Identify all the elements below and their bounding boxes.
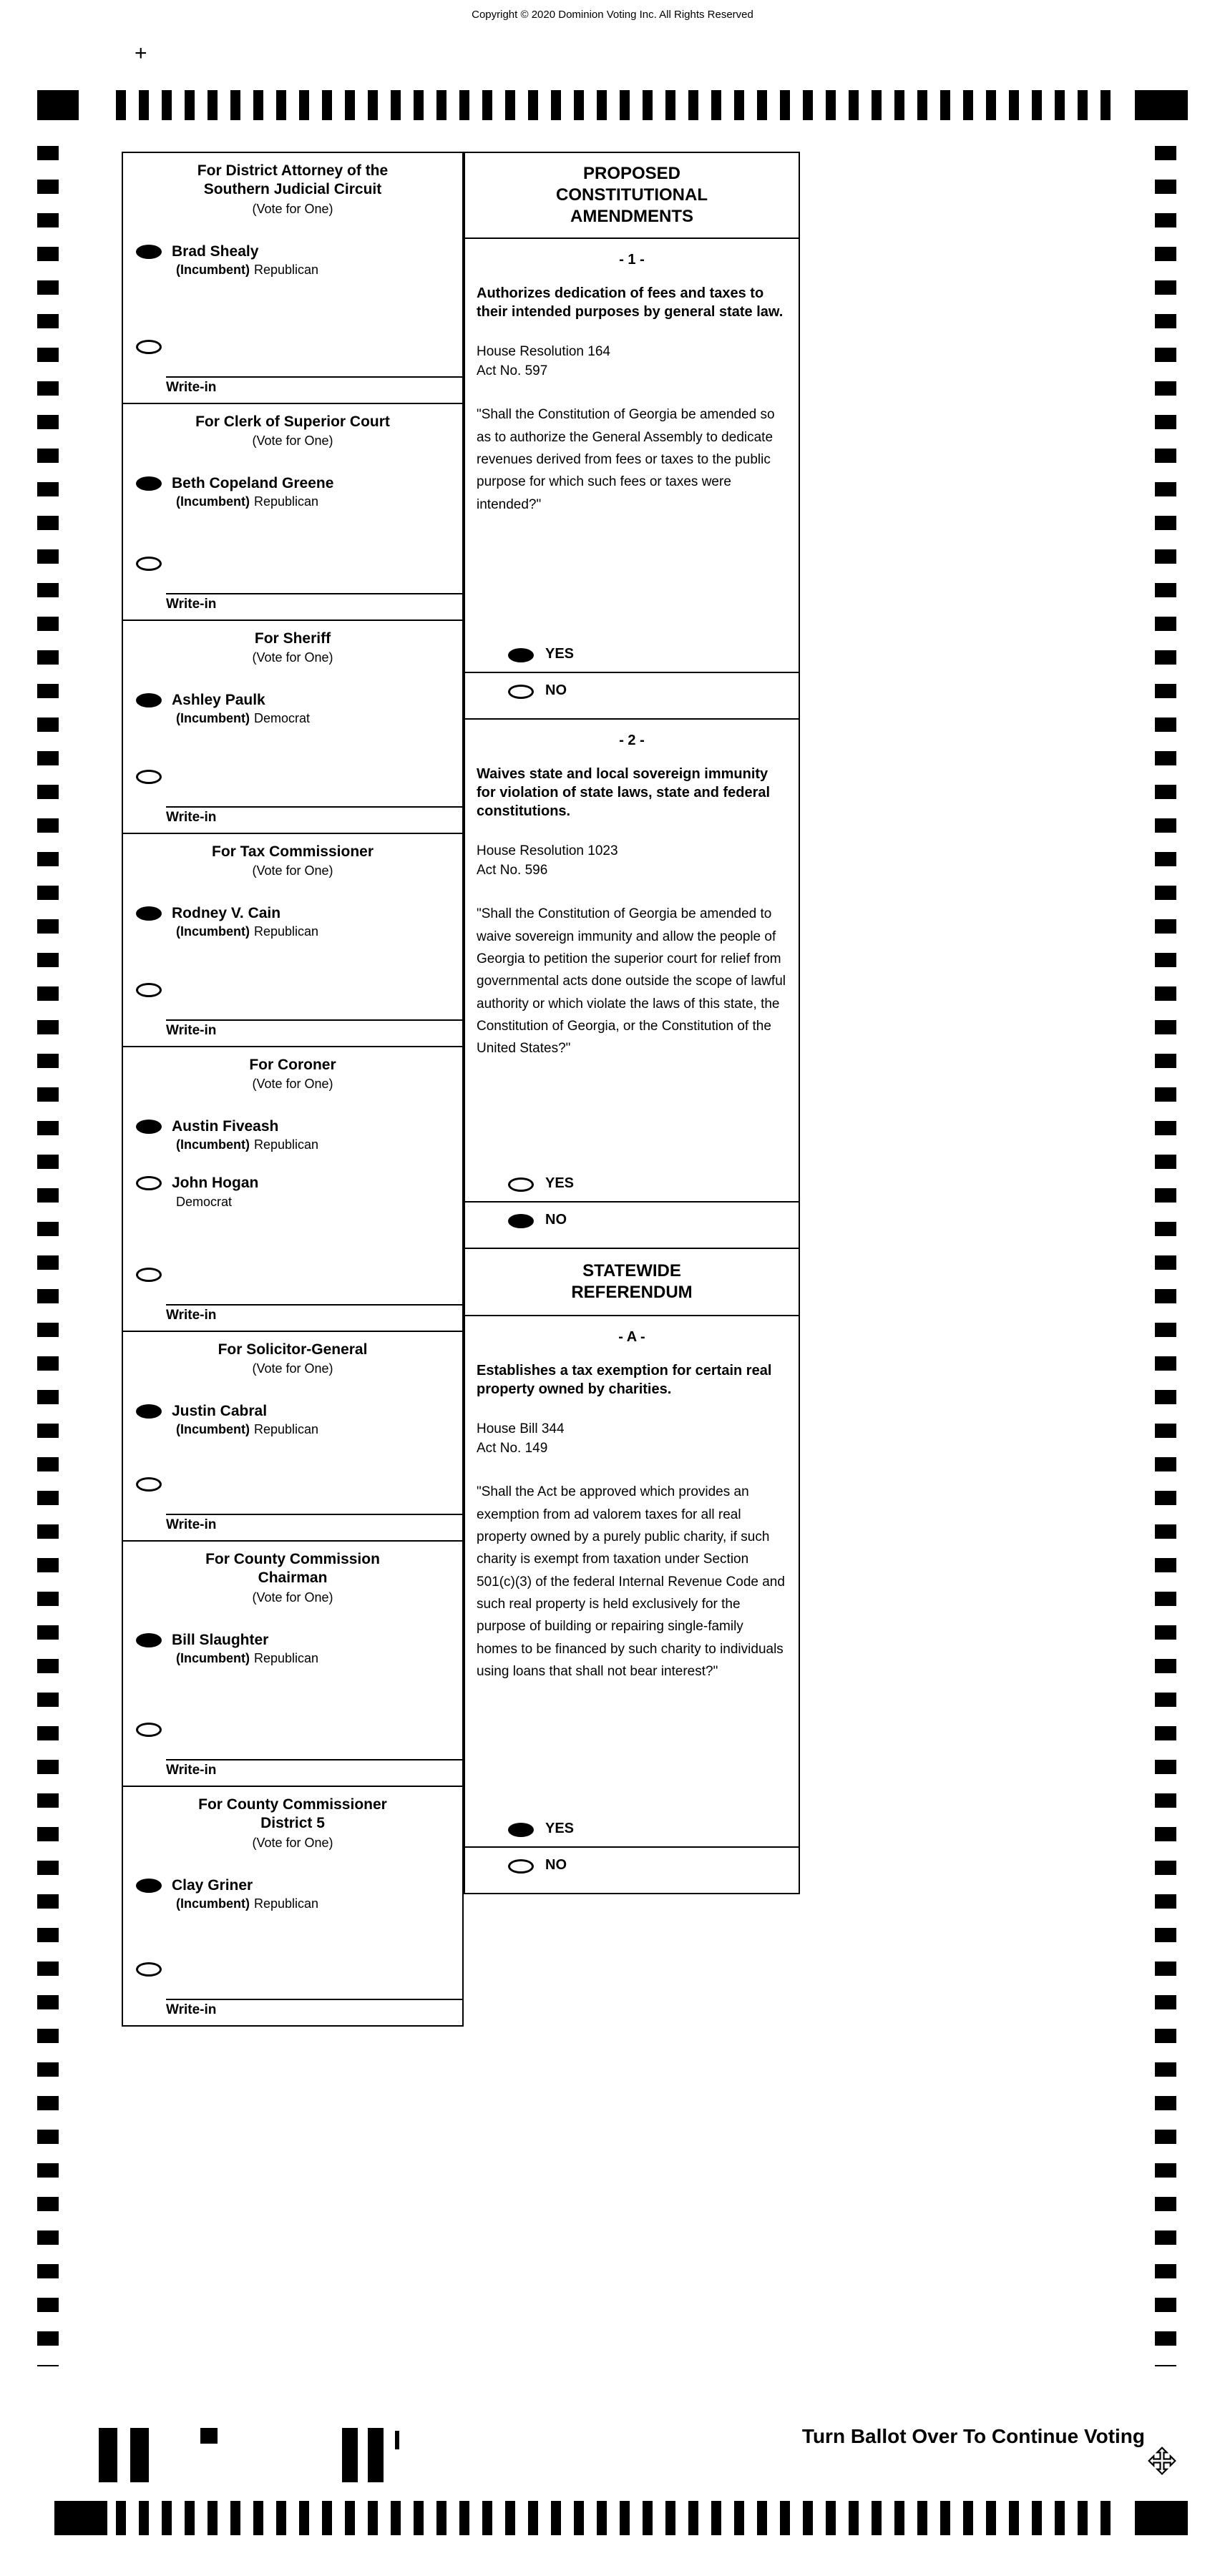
write-in-label: Write-in — [166, 597, 217, 612]
candidate-party-line — [172, 1137, 318, 1152]
measure-reference — [465, 1420, 799, 1458]
write-in-oval[interactable] — [136, 1962, 162, 1977]
measure-summary: Establishes a tax exemption for certain real property owned by charities. — [477, 1363, 772, 1397]
measure-summary: Waives state and local sovereign immunity for violation of state laws, state and federal constitutions. — [477, 766, 771, 819]
measure-reference-line: Act No. 596 — [477, 862, 548, 878]
measures-column — [464, 152, 800, 1894]
contest-title: For Coroner — [249, 1057, 336, 1073]
party-label: Republican — [254, 262, 319, 277]
referendum-header-text: STATEWIDE REFERENDUM — [571, 1261, 693, 1302]
yes-option — [465, 637, 799, 672]
write-in-area — [123, 964, 462, 1040]
vote-for-instruction: (Vote for One) — [252, 863, 333, 878]
measure-referendum-a — [465, 1316, 799, 1893]
write-in-option — [123, 981, 462, 1001]
measure-amendment-1 — [465, 239, 799, 720]
candidate-name: Bill Slaughter — [172, 1631, 269, 1648]
candidate-oval[interactable] — [136, 245, 162, 259]
incumbent-label: (Incumbent) — [176, 924, 250, 939]
party-label: Democrat — [176, 1194, 233, 1209]
candidate-text — [172, 904, 318, 939]
candidate-option — [123, 474, 462, 509]
contest-county-commissioner-district-5 — [122, 1786, 464, 2027]
incumbent-label: (Incumbent) — [176, 711, 250, 726]
write-in-option — [123, 1265, 462, 1285]
yes-option — [465, 1811, 799, 1846]
candidate-oval[interactable] — [136, 1879, 162, 1893]
candidate-text — [172, 243, 318, 278]
yes-oval[interactable] — [508, 648, 534, 662]
write-in-oval[interactable] — [136, 983, 162, 997]
yes-option — [465, 1166, 799, 1201]
measure-reference — [465, 842, 799, 880]
no-oval[interactable] — [508, 1859, 534, 1874]
candidate-party-line — [172, 263, 318, 278]
write-in-option — [123, 768, 462, 788]
timing-block-top-right — [1135, 90, 1188, 120]
timing-block-top-left — [37, 90, 79, 120]
measure-question: "Shall the Act be approved which provides an exemption from ad valorem taxes for all real property owned by a purely public charity, if such charity is exempt from taxation under Section 501(c)(3) of the federal Internal Revenue Code and such real property is held exclusively for the purpose of building or repairing single-family homes to be financed by such charity to individuals using loans that shall not bear interest?" — [477, 1484, 785, 1679]
vote-for-instruction: (Vote for One) — [252, 1077, 333, 1092]
contest-sheriff — [122, 619, 464, 834]
barcode-mark — [342, 2428, 358, 2482]
measure-amendment-2 — [465, 720, 799, 1249]
write-in-oval[interactable] — [136, 557, 162, 571]
four-arrows-icon — [1148, 2447, 1176, 2475]
candidate-name: Justin Cabral — [172, 1403, 268, 1420]
timing-block-bottom-right — [1135, 2501, 1188, 2535]
candidate-text — [172, 1876, 318, 1911]
candidate-party-line — [172, 1651, 318, 1666]
write-in-option — [123, 554, 462, 574]
measure-reference-line: Act No. 597 — [477, 363, 548, 378]
copyright-notice: Copyright © 2020 Dominion Voting Inc. All Rights Reserved — [472, 9, 753, 21]
candidate-name: Beth Copeland Greene — [172, 475, 334, 492]
barcode-mark — [395, 2431, 399, 2449]
candidate-oval[interactable] — [136, 693, 162, 707]
measure-reference-line: House Resolution 1023 — [477, 843, 618, 858]
incumbent-label: (Incumbent) — [176, 494, 250, 509]
candidate-option — [123, 1174, 462, 1209]
no-label: NO — [545, 682, 567, 698]
timing-marks-right — [1155, 146, 1176, 2366]
write-in-option — [123, 1960, 462, 1980]
contest-title: For County Commissioner District 5 — [198, 1796, 387, 1832]
measure-summary: Authorizes dedication of fees and taxes to their intended purposes by general state law. — [477, 285, 784, 320]
no-label: NO — [545, 1212, 567, 1228]
candidate-option — [123, 1402, 462, 1437]
yes-label: YES — [545, 1175, 575, 1191]
measure-number: - A - — [618, 1329, 645, 1345]
no-option — [465, 1846, 799, 1883]
candidate-oval[interactable] — [136, 1176, 162, 1190]
incumbent-label: (Incumbent) — [176, 1422, 250, 1437]
contest-title: For Clerk of Superior Court — [195, 413, 390, 430]
party-label: Republican — [254, 1137, 319, 1152]
write-in-label: Write-in — [166, 1517, 217, 1532]
timing-bars-bottom — [116, 2501, 1123, 2535]
barcode-mark — [99, 2428, 117, 2482]
incumbent-label: (Incumbent) — [176, 1650, 250, 1665]
contest-header — [123, 621, 462, 670]
candidate-oval[interactable] — [136, 1633, 162, 1647]
write-in-option — [123, 1720, 462, 1740]
contest-title: For Sheriff — [254, 630, 331, 647]
measure-number: - 1 - — [619, 252, 645, 268]
timing-bars-top — [116, 90, 1123, 120]
vote-for-instruction: (Vote for One) — [252, 434, 333, 449]
vote-for-instruction: (Vote for One) — [252, 201, 333, 216]
write-in-label: Write-in — [166, 380, 217, 395]
candidate-oval[interactable] — [136, 476, 162, 491]
write-in-area — [123, 1703, 462, 1780]
referendum-header — [465, 1249, 799, 1316]
write-in-label: Write-in — [166, 2002, 217, 2017]
incumbent-label: (Incumbent) — [176, 262, 250, 277]
candidate-party-line — [172, 924, 318, 939]
vote-for-instruction: (Vote for One) — [252, 650, 333, 665]
candidate-text — [172, 474, 333, 509]
contest-coroner — [122, 1046, 464, 1332]
party-label: Republican — [254, 1422, 319, 1437]
vote-for-instruction: (Vote for One) — [252, 1835, 333, 1850]
candidate-text — [172, 691, 310, 726]
timing-marks-left — [37, 146, 59, 2366]
turn-ballot-over-instruction: Turn Ballot Over To Continue Voting — [801, 2425, 1145, 2447]
no-option — [465, 672, 799, 708]
candidate-name: Brad Shealy — [172, 243, 259, 260]
candidate-option — [123, 1631, 462, 1666]
measure-reference-line: House Bill 344 — [477, 1421, 565, 1436]
candidate-party-line — [172, 1896, 318, 1911]
write-in-oval[interactable] — [136, 1723, 162, 1737]
candidate-party-line — [172, 1195, 258, 1210]
candidate-name: Austin Fiveash — [172, 1118, 279, 1135]
yes-oval[interactable] — [508, 1823, 534, 1837]
party-label: Republican — [254, 924, 319, 939]
yes-oval[interactable] — [508, 1177, 534, 1192]
barcode-mark — [368, 2428, 384, 2482]
candidate-option — [123, 243, 462, 278]
candidate-name: Rodney V. Cain — [172, 905, 281, 922]
measure-reference-line: Act No. 149 — [477, 1440, 548, 1456]
measure-question: "Shall the Constitution of Georgia be amended so as to authorize the General Assembly to dedicate revenues derived from fees or taxes to the public purpose for which such fees or taxes were intended?" — [477, 407, 775, 512]
candidate-text — [172, 1631, 318, 1666]
barcode-mark — [200, 2428, 218, 2444]
candidate-oval[interactable] — [136, 906, 162, 921]
write-in-label: Write-in — [166, 810, 217, 825]
yes-label: YES — [545, 646, 575, 662]
write-in-area — [123, 1248, 462, 1325]
write-in-oval[interactable] — [136, 340, 162, 354]
contest-solicitor-general — [122, 1331, 464, 1542]
write-in-oval[interactable] — [136, 1477, 162, 1492]
party-label: Republican — [254, 494, 319, 509]
write-in-label: Write-in — [166, 1763, 217, 1778]
candidate-text — [172, 1117, 318, 1152]
candidate-text — [172, 1174, 258, 1209]
write-in-area — [123, 750, 462, 827]
write-in-oval[interactable] — [136, 770, 162, 784]
contest-header — [123, 153, 462, 221]
contest-header — [123, 1787, 462, 1855]
party-label: Republican — [254, 1650, 319, 1665]
measure-reference — [465, 343, 799, 381]
yes-label: YES — [545, 1821, 575, 1836]
contest-county-commission-chairman — [122, 1540, 464, 1787]
candidate-option — [123, 1117, 462, 1152]
write-in-label: Write-in — [166, 1308, 217, 1323]
registration-plus-mark: + — [135, 41, 147, 65]
incumbent-label: (Incumbent) — [176, 1137, 250, 1152]
measure-number: - 2 - — [619, 733, 645, 748]
write-in-area — [123, 1458, 462, 1534]
contest-header — [123, 1047, 462, 1096]
candidate-party-line — [172, 1422, 318, 1437]
contest-title: For Solicitor-General — [218, 1341, 368, 1358]
write-in-area — [123, 320, 462, 397]
candidate-name: Ashley Paulk — [172, 692, 265, 709]
contest-title: For County Commission Chairman — [205, 1551, 380, 1587]
measure-reference-line: House Resolution 164 — [477, 344, 610, 359]
candidate-option — [123, 691, 462, 726]
party-label: Republican — [254, 1896, 319, 1911]
vote-for-instruction: (Vote for One) — [252, 1361, 333, 1376]
incumbent-label: (Incumbent) — [176, 1896, 250, 1911]
amendments-header — [465, 153, 799, 239]
write-in-oval[interactable] — [136, 1268, 162, 1282]
candidate-oval[interactable] — [136, 1404, 162, 1419]
contest-title: For District Attorney of the Southern Judicial Circuit — [197, 162, 389, 198]
measure-question: "Shall the Constitution of Georgia be amended to waive sovereign immunity and allow the people of Georgia to petition the superior court for relief from governmental acts done outside the scope of lawful authority or which violate the laws of this state, the Constitution of Georgia, or the Constitution of the United States?" — [477, 906, 786, 1057]
candidate-name: Clay Griner — [172, 1876, 253, 1894]
write-in-area — [123, 537, 462, 614]
candidate-party-line — [172, 494, 333, 509]
contest-title: For Tax Commissioner — [212, 843, 374, 860]
no-oval[interactable] — [508, 685, 534, 699]
write-in-area — [123, 1943, 462, 2019]
no-oval[interactable] — [508, 1214, 534, 1228]
candidate-party-line — [172, 711, 310, 726]
contest-header — [123, 834, 462, 883]
candidate-oval[interactable] — [136, 1120, 162, 1134]
contest-header — [123, 1332, 462, 1381]
contest-header — [123, 1542, 462, 1610]
amendments-header-text: PROPOSED CONSTITUTIONAL AMENDMENTS — [556, 164, 708, 226]
vote-for-instruction: (Vote for One) — [252, 1590, 333, 1605]
contest-tax-commissioner — [122, 833, 464, 1047]
contest-district-attorney — [122, 152, 464, 404]
candidate-option — [123, 904, 462, 939]
party-label: Democrat — [254, 711, 311, 726]
write-in-label: Write-in — [166, 1023, 217, 1038]
write-in-option — [123, 1475, 462, 1495]
timing-block-bottom-left — [54, 2501, 107, 2535]
no-option — [465, 1201, 799, 1238]
contest-column — [122, 152, 464, 2027]
contest-header — [123, 404, 462, 453]
candidate-text — [172, 1402, 318, 1437]
write-in-option — [123, 338, 462, 358]
candidate-name: John Hogan — [172, 1175, 259, 1192]
candidate-option — [123, 1876, 462, 1911]
barcode-mark — [130, 2428, 149, 2482]
no-label: NO — [545, 1857, 567, 1873]
contest-clerk-superior-court — [122, 403, 464, 621]
